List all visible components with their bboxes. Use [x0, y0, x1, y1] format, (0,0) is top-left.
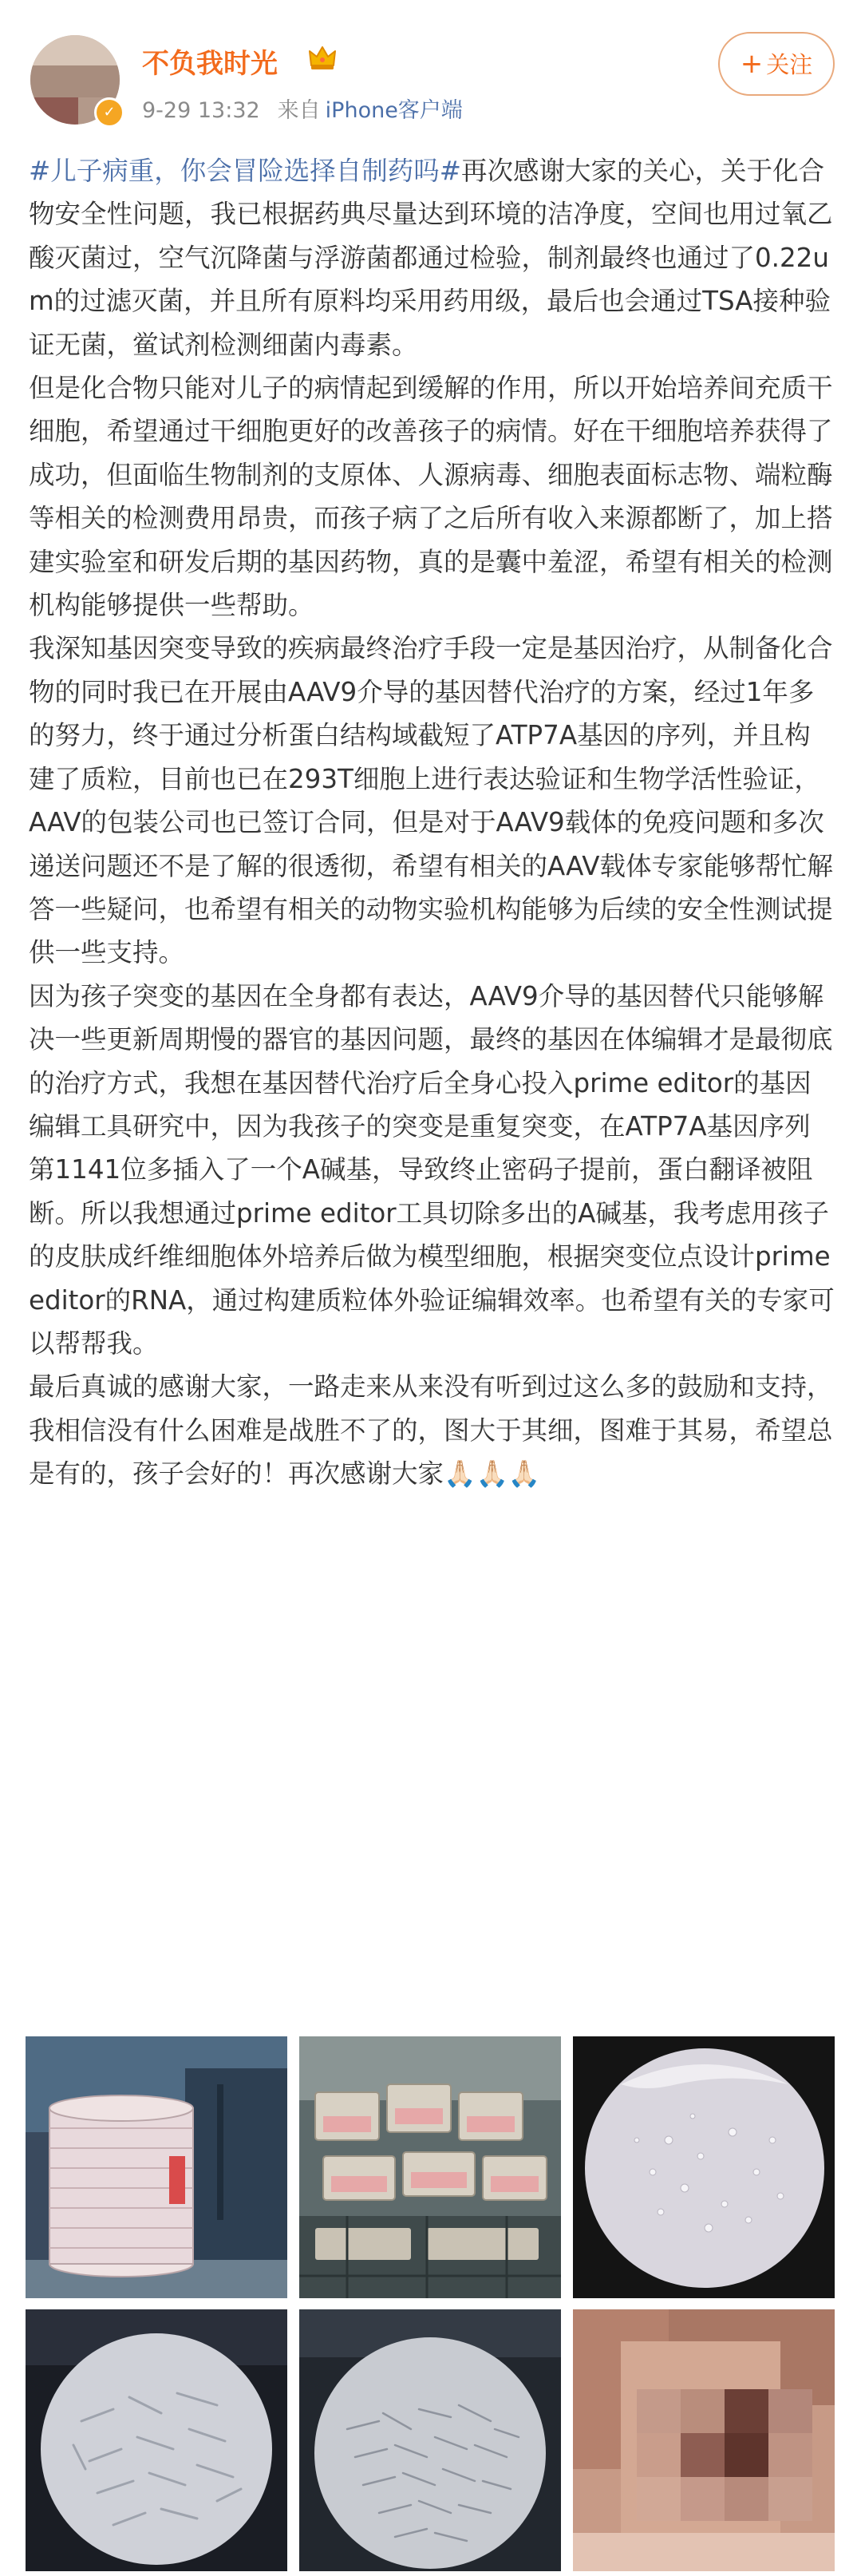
avatar-pixel — [30, 97, 78, 125]
crown-icon — [306, 42, 338, 73]
photo-microscope-view-1[interactable] — [573, 2036, 835, 2298]
source-prefix: 来自 — [277, 98, 321, 123]
photo-microscope-view-2[interactable] — [26, 2309, 287, 2571]
post-paragraph: 但是化合物只能对儿子的病情起到缓解的作用，所以开始培养间充质干细胞，希望通过干细胞更好的改善孩子的病情。好在干细胞培养获得了成功，但面临生物制剂的支原体、人源病毒、细胞表面标志物、端粒酶等相关的检测费用昂贵，而孩子病了之后所有收入来源都断了，加上搭建实验室和研发后期的基因药物，真的是囊中羞涩，希望有相关的检测机构能够提供一些帮助。 — [29, 373, 833, 621]
post-paragraph: 我深知基因突变导致的疾病最终治疗手段一定是基因治疗，从制备化合物的同时我已在开展由AAV9介导的基因替代治疗的方案，经过1年多的努力，终于通过分析蛋白结构域截短了ATP7A基因的序列，并且构建了质粒，目前也已在293T细胞上进行表达验证和生物学活性验证，AAV的包装公司也已签订合同，但是对于AAV9载体的免疫问题和多次递送问题还不是了解的很透彻，希望有相关的AAV载体专家能够帮忙解答一些疑问，也希望有相关的动物实验机构能够为后续的安全性测试提供一些支持。 — [29, 633, 834, 968]
photo-grid — [26, 2036, 835, 2571]
post-meta — [142, 93, 463, 124]
follow-button[interactable] — [718, 32, 835, 96]
avatar-pixel — [30, 35, 120, 65]
hashtag-link[interactable]: #儿子病重，你会冒险选择自制药吗# — [29, 156, 461, 186]
client-link[interactable]: iPhone客户端 — [325, 98, 463, 123]
avatar-pixel — [30, 65, 120, 97]
photo-child-pixelated[interactable] — [573, 2309, 835, 2571]
post-text — [29, 149, 835, 1496]
post-header — [0, 0, 861, 144]
photo-microscope-view-3[interactable] — [299, 2309, 561, 2571]
post-time: 9-29 13:32 — [142, 98, 260, 123]
post-paragraph: 最后真诚的感谢大家，一路走来从来没有听到过这么多的鼓励和支持，我相信没有什么困难是战胜不了的，图大于其细，图难于其易，希望总是有的，孩子会好的！再次感谢大家🙏🏻🙏🏻🙏🏻 — [29, 1371, 833, 1490]
photo-culture-flasks[interactable] — [299, 2036, 561, 2298]
post-paragraph — [29, 149, 835, 366]
photo-petri-dish-stack[interactable] — [26, 2036, 287, 2298]
plus-icon: + — [740, 48, 764, 80]
follow-label: 关注 — [766, 51, 813, 78]
verified-icon: ✓ — [94, 97, 124, 128]
username[interactable]: 不负我时光 — [142, 48, 278, 80]
post-paragraph: 因为孩子突变的基因在全身都有表达，AAV9介导的基因替代只能够解决一些更新周期慢的器官的基因问题，最终的基因在体编辑才是最彻底的治疗方式，我想在基因替代治疗后全身心投入prime editor的基因编辑工具研究中，因为我孩子的突变是重复突变，在ATP7A基因序列第1141位多插入了一个A碱基，导致终止密码子提前，蛋白翻译被阻断。所以我想通过prime editor工具切除多出的A碱基，我考虑用孩子的皮肤成纤维细胞体外培养后做为模型细胞，根据突变位点设计prime editor的RNA，通过构建质粒体外验证编辑效率。也希望有关的专家可以帮帮我。 — [29, 980, 835, 1359]
paragraph-text: 再次感谢大家的关心，关于化合物安全性问题，我已根据药典尽量达到环境的洁净度，空间也用过氧乙酸灭菌过，空气沉降菌与浮游菌都通过检验，制剂最终也通过了0.22um的过滤灭菌，并且所有原料均采用药用级，最后也会通过TSA接种验证无菌，鲎试剂检测细菌内毒素。 — [29, 156, 833, 360]
